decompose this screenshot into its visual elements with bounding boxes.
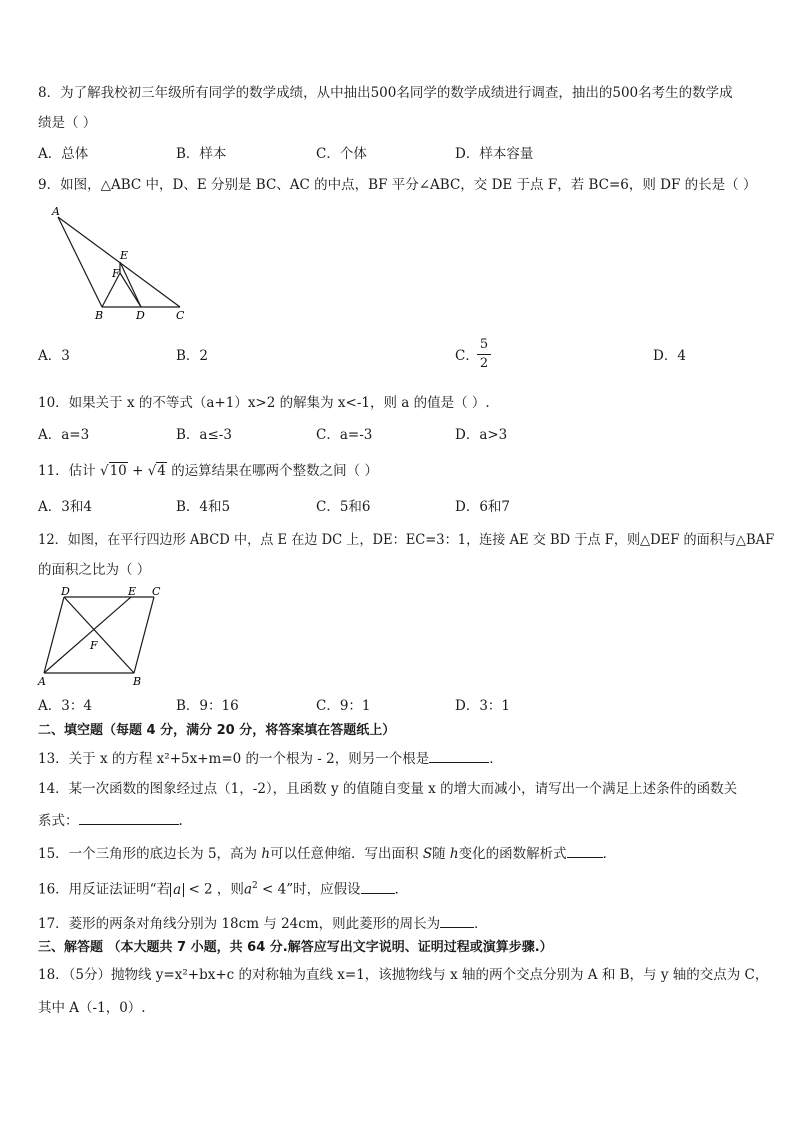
q9-text: 9．如图，△ABC 中，D、E 分别是 BC、AC 的中点，BF 平分∠ABC，交 DE 于点 F，若 BC=6，则 DF 的长是（ ） — [38, 177, 757, 193]
q9-option-d: D．4 — [653, 348, 686, 364]
sqrt-radical-icon: √ — [99, 463, 109, 479]
section-2-heading: 二、填空题（每题 4 分，满分 20 分，将答案填在答题纸上） — [38, 723, 396, 738]
q16-answer-blank[interactable] — [361, 879, 395, 894]
q9-option-a: A．3 — [38, 348, 70, 364]
q12-option-c: C．9：1 — [316, 698, 371, 714]
label-e: E — [120, 249, 129, 262]
label-c: C — [152, 585, 161, 598]
q11-option-c: C．5和6 — [316, 499, 371, 515]
q11-option-d: D．6和7 — [455, 499, 511, 515]
q15-part-b: 可以任意伸缩．写出面积 — [270, 846, 423, 862]
segment-ab — [58, 217, 102, 307]
q11-suffix: 的运算结果在哪两个整数之间（ ） — [171, 463, 378, 479]
label-e: E — [128, 585, 137, 598]
q15-var-h: h — [261, 846, 271, 862]
q15-part-c: 随 — [432, 846, 450, 862]
q16-text — [38, 876, 408, 900]
q14-body: 系式： — [38, 813, 79, 829]
q9-option-b: B．2 — [176, 348, 209, 364]
q16-var-a: a — [243, 881, 252, 898]
q14-end: . — [178, 813, 183, 829]
q15-part-a: 15．一个三角形的底边长为 5，高为 — [38, 846, 262, 862]
q12-line1: 12．如图，在平行四边形 ABCD 中，点 E 在边 DC 上，DE：EC=3：1，连接 AE 交 BD 于点 F，则△DEF 的面积与△BAF — [38, 532, 775, 548]
q18-line1: 18．（5分）抛物线 y=x²+bx+c 的对称轴为直线 x=1，该抛物线与 x 轴的两个交点分别为 A 和 B，与 y 轴的交点为 C， — [38, 967, 769, 983]
label-f: F — [90, 639, 98, 652]
q11-plus: + — [132, 463, 144, 479]
q10-text: 10．如果关于 x 的不等式（a+1）x>2 的解集为 x<-1，则 a 的值是（ ）. — [38, 395, 490, 411]
q16-end: ． — [394, 881, 409, 898]
q16-part-b: < 2 ，则 — [184, 881, 244, 898]
q11-sqrt2: 4 — [157, 463, 166, 479]
segment-ae — [44, 597, 131, 673]
fraction-denominator: 2 — [479, 356, 489, 371]
q12-parallelogram-figure — [34, 585, 174, 690]
q18-line2: 其中 A（-1，0）. — [38, 1000, 146, 1016]
q12-option-b: B．9：16 — [176, 698, 239, 714]
q12-line2: 的面积之比为（ ） — [38, 562, 151, 578]
q11-sqrt1: 10 — [109, 463, 127, 479]
q9-option-c-fraction — [477, 337, 491, 372]
section-3-heading: 三、解答题 （本大题共 7 小题，共 64 分.解答应写出文字说明、证明过程或演算步骤.） — [38, 940, 553, 955]
q8-option-b: B．样本 — [176, 146, 227, 162]
q11-prefix: 11．估计 — [38, 463, 96, 479]
segment-fd — [120, 273, 141, 307]
q13-answer-blank[interactable] — [429, 748, 489, 763]
label-a: A — [38, 675, 46, 688]
q11-option-a: A．3和4 — [38, 499, 92, 515]
label-a: A — [52, 205, 60, 218]
q11-option-b: B．4和5 — [176, 499, 231, 515]
segment-ac — [58, 217, 180, 307]
q8-option-a: A．总体 — [38, 146, 89, 162]
q12-option-d: D．3：1 — [455, 698, 511, 714]
q17-end: ． — [474, 916, 488, 932]
q15-part-d: 变化的函数解析式 — [458, 846, 567, 862]
segment-bd — [64, 597, 134, 673]
fraction-bar — [477, 354, 491, 355]
q16-part-c: < 4”时，应假设 — [257, 881, 361, 898]
q8-option-d: D．样本容量 — [455, 146, 534, 162]
q9-triangle-figure — [40, 205, 200, 325]
q12-option-a: A．3：4 — [38, 698, 92, 714]
label-b: B — [95, 309, 104, 322]
q14-line2 — [38, 810, 183, 831]
q15-answer-blank[interactable] — [567, 843, 603, 858]
fraction-numerator: 5 — [479, 337, 489, 352]
q13-text — [38, 748, 503, 769]
q17-body: 17．菱形的两条对角线分别为 18cm 与 24cm，则此菱形的周长为 — [38, 916, 441, 932]
label-d: D — [61, 585, 70, 598]
label-f: F — [112, 267, 120, 280]
sqrt-radical-icon: √ — [147, 463, 157, 479]
q10-option-a: A．a=3 — [38, 427, 90, 443]
q8-line1: 8．为了解我校初三年级所有同学的数学成绩，从中抽出500名同学的数学成绩进行调查，抽出的500名考生的数学成 — [38, 85, 733, 101]
q14-answer-blank[interactable] — [79, 810, 179, 825]
q9-option-c: C． — [455, 348, 479, 364]
q13-body: 13．关于 x 的方程 x²+5x+m=0 的一个根为 - 2，则另一个根是 — [38, 751, 430, 767]
q8-line2: 绩是（ ） — [38, 115, 97, 131]
q17-answer-blank[interactable] — [440, 913, 474, 928]
q10-option-d: D．a>3 — [455, 427, 508, 443]
q10-option-c: C．a=-3 — [316, 427, 373, 443]
q15-var-h2: h — [449, 846, 459, 862]
q15-text — [38, 843, 616, 864]
q10-option-b: B．a≤-3 — [176, 427, 232, 443]
label-b: B — [133, 675, 142, 688]
q15-end: ． — [602, 846, 617, 862]
q16-part-a: 16．用反证法证明“若 — [38, 881, 171, 898]
segment-bc — [134, 597, 154, 673]
label-c: C — [176, 309, 185, 322]
q17-text — [38, 913, 488, 934]
q14-line1: 14．某一次函数的图象经过点（1，-2），且函数 y 的值随自变量 x 的增大而减小，请写出一个满足上述条件的函数关 — [38, 781, 738, 797]
q16-abs-a: a — [170, 883, 184, 897]
label-d: D — [136, 309, 145, 322]
q13-end: ． — [489, 751, 503, 767]
q15-var-s: S — [422, 846, 433, 862]
segment-ed — [120, 262, 141, 307]
q16-exponent: 2 — [252, 881, 258, 891]
q11-text — [38, 461, 378, 481]
segment-ad — [44, 597, 64, 673]
q8-option-c: C．个体 — [316, 146, 367, 162]
